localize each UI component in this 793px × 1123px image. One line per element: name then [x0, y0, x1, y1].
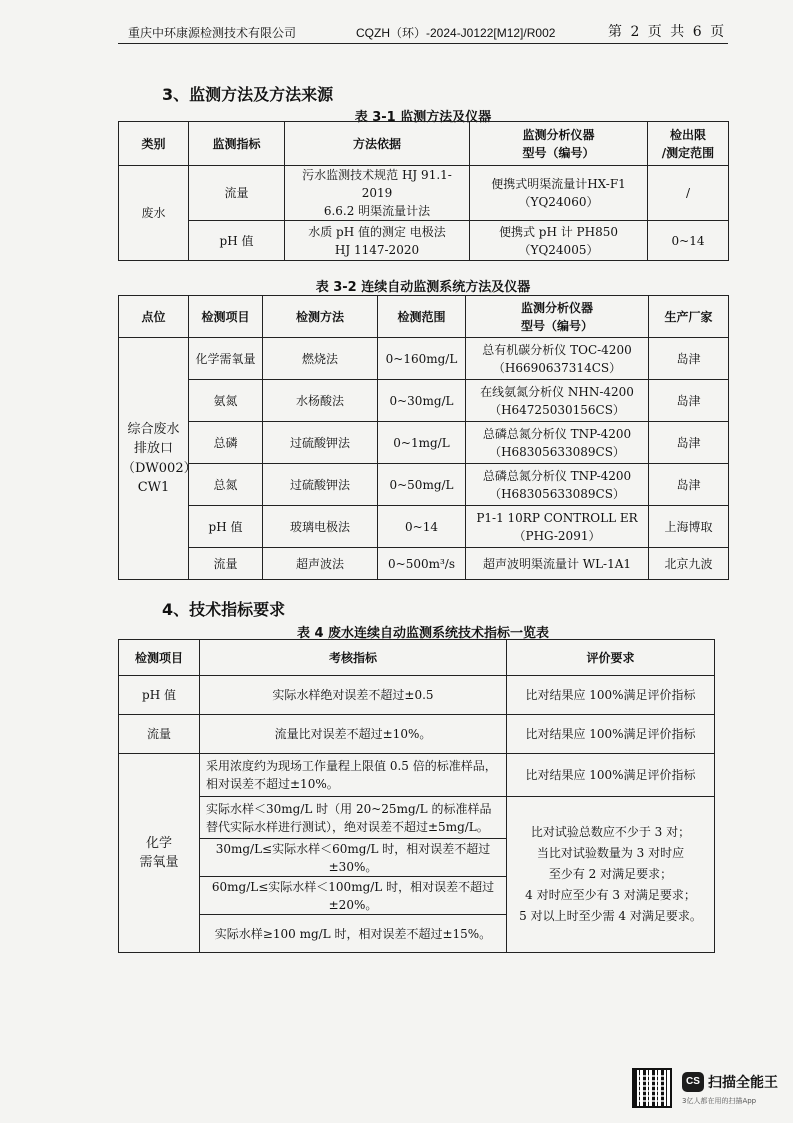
method-cell: 燃烧法 [263, 338, 378, 380]
section-4-title: 4、技术指标要求 [162, 600, 286, 619]
table-3-1 [118, 121, 729, 261]
header-indicator: 监测指标 [189, 122, 285, 166]
range-cell: 0~160mg/L [378, 338, 466, 380]
maker-cell: 北京九波 [649, 548, 729, 580]
item-cell: pH 值 [189, 506, 263, 548]
scanner-watermark [632, 1068, 782, 1112]
method-cell: 过硫酸钾法 [263, 464, 378, 506]
instrument-cell: 在线氨氮分析仪 NHN-4200 （H64725030156CS） [466, 380, 649, 422]
index-cell: 实际水样绝对误差不超过±0.5 [200, 676, 507, 715]
header-method: 方法依据 [285, 122, 470, 166]
header-index: 考核指标 [200, 640, 507, 676]
index-cell: 60mg/L≤实际水样＜100mg/L 时，相对误差不超过±20%。 [200, 877, 507, 915]
header-range: 检测范围 [378, 296, 466, 338]
method-cell: 玻璃电极法 [263, 506, 378, 548]
indicator-cell: 流量 [189, 166, 285, 221]
header-limit: 检出限 /测定范围 [648, 122, 729, 166]
section-3-title: 3、监测方法及方法来源 [162, 85, 334, 104]
index-cell: 实际水样≥100 mg/L 时，相对误差不超过±15%。 [200, 915, 507, 953]
document-number: CQZH（环）-2024-J0122[M12]/R002 [356, 26, 556, 40]
index-cell: 30mg/L≤实际水样＜60mg/L 时，相对误差不超过±30%。 [200, 839, 507, 877]
item-cell: pH 值 [119, 676, 200, 715]
item-cell: 总磷 [189, 422, 263, 464]
indicator-cell: pH 值 [189, 221, 285, 261]
app-name: 扫描全能王 [708, 1075, 778, 1091]
header-method: 检测方法 [263, 296, 378, 338]
app-tagline: 3亿人都在用的扫描App [682, 1097, 757, 1105]
header-category: 类别 [119, 122, 189, 166]
limit-cell: 0~14 [648, 221, 729, 261]
range-cell: 0~30mg/L [378, 380, 466, 422]
header-item: 检测项目 [119, 640, 200, 676]
range-cell: 0~50mg/L [378, 464, 466, 506]
instrument-cell: 总有机碳分析仪 TOC-4200 （H6690637314CS） [466, 338, 649, 380]
page-number: 第 2 页 共 6 页 [608, 24, 727, 40]
maker-cell: 岛津 [649, 380, 729, 422]
instrument-cell: 总磷总氮分析仪 TNP-4200 （H68305633089CS） [466, 422, 649, 464]
eval-cell: 比对结果应 100%满足评价指标 [507, 676, 715, 715]
method-cell: 过硫酸钾法 [263, 422, 378, 464]
header-instrument: 监测分析仪器 型号（编号） [466, 296, 649, 338]
header-divider [118, 43, 728, 44]
table-4 [118, 639, 715, 953]
table-3-1-caption: 表 3-1 监测方法及仪器 [354, 110, 492, 125]
eval-cell: 比对试验总数应不少于 3 对； 当比对试验数量为 3 对时应 至少有 2 对满足要求； 4 对时应至少有 3 对满足要求； 5 对以上时至少需 4 对满足要求。 [507, 797, 715, 953]
index-cell: 流量比对误差不超过±10%。 [200, 715, 507, 754]
method-cell: 水杨酸法 [263, 380, 378, 422]
qr-code-icon [632, 1068, 672, 1108]
range-cell: 0~14 [378, 506, 466, 548]
maker-cell: 岛津 [649, 338, 729, 380]
range-cell: 0~500m³/s [378, 548, 466, 580]
header-item: 检测项目 [189, 296, 263, 338]
maker-cell: 岛津 [649, 464, 729, 506]
header-point: 点位 [119, 296, 189, 338]
range-cell: 0~1mg/L [378, 422, 466, 464]
method-cell: 污水监测技术规范 HJ 91.1-2019 6.6.2 明渠流量计法 [285, 166, 470, 221]
method-cell: 水质 pH 值的测定 电极法 HJ 1147-2020 [285, 221, 470, 261]
maker-cell: 岛津 [649, 422, 729, 464]
instrument-cell: 便携式明渠流量计HX-F1 （YQ24060） [470, 166, 648, 221]
maker-cell: 上海博取 [649, 506, 729, 548]
point-cell: 综合废水 排放口 （DW002） CW1 [119, 338, 189, 580]
item-cell: 流量 [119, 715, 200, 754]
item-cell: 化学 需氧量 [119, 754, 200, 953]
instrument-cell: 超声波明渠流量计 WL-1A1 [466, 548, 649, 580]
header-eval: 评价要求 [507, 640, 715, 676]
header-instrument: 监测分析仪器 型号（编号） [470, 122, 648, 166]
eval-cell: 比对结果应 100%满足评价指标 [507, 715, 715, 754]
item-cell: 流量 [189, 548, 263, 580]
item-cell: 氨氮 [189, 380, 263, 422]
table-3-2 [118, 295, 729, 580]
page-header [0, 0, 793, 44]
category-cell: 废水 [119, 166, 189, 261]
index-cell: 采用浓度约为现场工作量程上限值 0.5 倍的标准样品，相对误差不超过±10%。 [200, 754, 507, 797]
instrument-cell: P1-1 10RP CONTROLL ER （PHG-2091） [466, 506, 649, 548]
header-maker: 生产厂家 [649, 296, 729, 338]
instrument-cell: 总磷总氮分析仪 TNP-4200 （H68305633089CS） [466, 464, 649, 506]
item-cell: 化学需氧量 [189, 338, 263, 380]
index-cell: 实际水样＜30mg/L 时（用 20~25mg/L 的标准样品替代实际水样进行测试），绝对误差不超过±5mg/L。 [200, 797, 507, 839]
camscanner-logo-icon: CS [682, 1072, 704, 1092]
method-cell: 超声波法 [263, 548, 378, 580]
table-3-2-caption: 表 3-2 连续自动监测系统方法及仪器 [315, 280, 531, 295]
limit-cell: / [648, 166, 729, 221]
eval-cell: 比对结果应 100%满足评价指标 [507, 754, 715, 797]
company-name: 重庆中环康源检测技术有限公司 [128, 26, 297, 40]
table-4-caption: 表 4 废水连续自动监测系统技术指标一览表 [296, 626, 550, 641]
instrument-cell: 便携式 pH 计 PH850 （YQ24005） [470, 221, 648, 261]
item-cell: 总氮 [189, 464, 263, 506]
